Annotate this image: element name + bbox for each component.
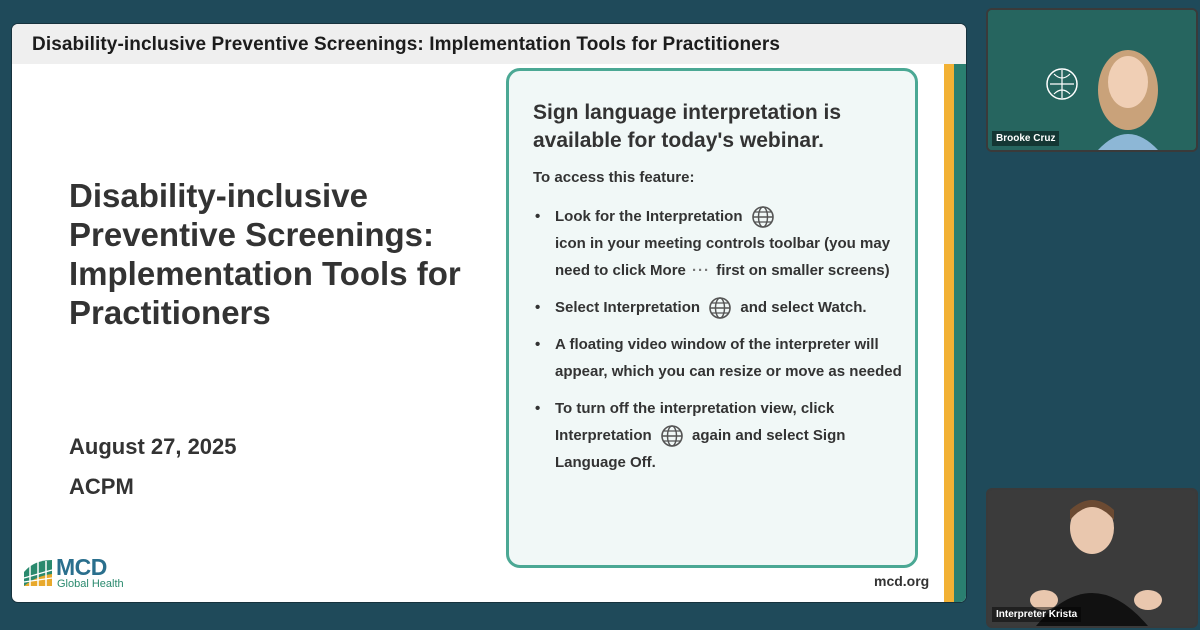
bullet-marker: • xyxy=(535,400,541,417)
mcd-logo-icon xyxy=(22,556,54,588)
list-item xyxy=(533,294,903,321)
card-intro: To access this feature: xyxy=(533,169,695,186)
participant-name: Brooke Cruz xyxy=(992,131,1059,146)
bullet-text: Look for the Interpretation xyxy=(555,208,743,225)
bullet-marker: • xyxy=(535,208,541,225)
slide-date: August 27, 2025 xyxy=(69,434,237,459)
bullet-text: first on smaller screens) xyxy=(716,262,890,279)
bullet-text: A floating video window of the interpreter will appear, which you can resize or move as needed xyxy=(555,336,902,380)
bullet-text: To turn off the interpretation view, click Interpretation xyxy=(555,400,835,444)
interpretation-info-card xyxy=(506,68,918,568)
slide-organization: ACPM xyxy=(69,474,134,499)
globe-icon xyxy=(660,424,684,448)
bullet-marker: • xyxy=(535,336,541,353)
logo-text: MCD xyxy=(56,554,107,580)
bullet-text: again and select Sign Language Off. xyxy=(555,427,846,471)
bullet-text: icon in your meeting controls toolbar (you may need to click More xyxy=(555,235,891,279)
mcd-logo xyxy=(22,556,152,592)
accent-stripe-gold xyxy=(944,64,954,602)
slide-header-title: Disability-inclusive Preventive Screenings: Implementation Tools for Practitioners xyxy=(32,34,780,55)
globe-icon xyxy=(708,296,732,320)
interpreter-video-tile[interactable] xyxy=(986,488,1198,628)
participant-video-icon xyxy=(988,10,1196,150)
bullet-text: and select Watch. xyxy=(740,299,867,316)
list-item xyxy=(533,395,903,476)
globe-icon xyxy=(751,205,775,229)
accent-stripe-teal xyxy=(954,64,966,602)
participant-video-icon xyxy=(988,490,1196,626)
more-dots-icon: ··· xyxy=(692,262,711,279)
participant-name: Interpreter Krista xyxy=(992,607,1081,622)
slide-header xyxy=(12,24,966,64)
instruction-list xyxy=(533,203,903,486)
card-heading: Sign language interpretation is available for today's webinar. xyxy=(533,101,842,152)
slide-main-title: Disability-inclusive Preventive Screenings: Implementation Tools for Practitioners xyxy=(69,177,461,331)
participant-video-tile[interactable] xyxy=(986,8,1198,152)
site-url: mcd.org xyxy=(874,573,930,589)
bullet-text: Select Interpretation xyxy=(555,299,701,316)
list-item xyxy=(533,203,903,284)
logo-subtext: Global Health xyxy=(57,578,124,590)
bullet-marker: • xyxy=(535,299,541,316)
list-item xyxy=(533,331,903,385)
slide-frame xyxy=(12,24,966,602)
